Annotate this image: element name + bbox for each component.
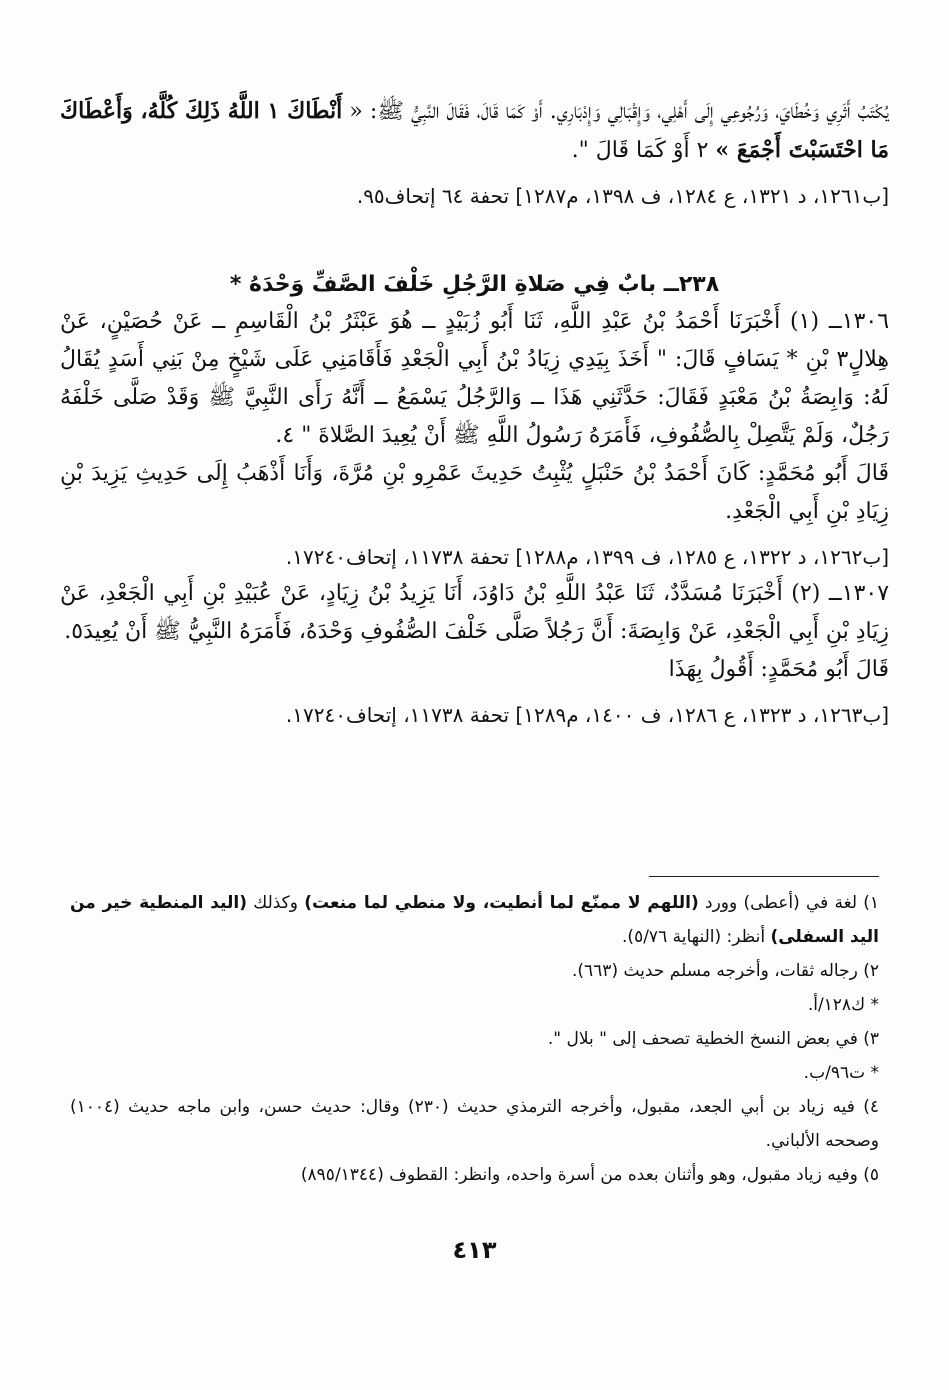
hadith-continuation (60, 92, 889, 170)
reference-line-1307: [ب١٢٦٣، د ١٣٢٣، ع ١٢٨٦، ف ١٤٠٠، م١٢٨٩] تحفة ١١٧٣٨، إتحاف١٧٢٤٠. (285, 703, 889, 727)
footnote-1-start: ١) لغة في (أعطى) وورد (705, 893, 880, 913)
continuation-line-2: ٢ أَوْ كَمَا قَالَ ". (571, 138, 709, 163)
continuation-bold-text: أَنْطَاكَ ١ اللَّهُ ذَلِكَ كُلَّهُ، وَأَعْطَاكَ مَا احْتَسَبْتَ أَجْمَعَ » (60, 98, 889, 163)
footnote-1-end: أنظر: (النهاية ٥/٧٦). (622, 927, 766, 947)
manuscript-note-2: * ت٩٦/ب. (803, 1063, 879, 1083)
footnote-4: ٤) فيه زياد بن أبي الجعد، مقبول، وأخرجه الترمذي حديث (٢٣٠) وقال: حديث حسن، وابن ماجه حديث (١٠٠٤) وصححه الألباني. (70, 1097, 880, 1151)
hadith-1306: ١٣٠٦ــ (١) أَخْبَرَنَا أَحْمَدُ بْنُ عَبْدِ اللَّهِ، ثَنَا أَبُو زُبَيْدٍ ــ هُوَ عَبْثَرُ بْنُ الْقَاسِمِ ــ عَنْ حُصَيْنٍ، عَنْ هِلالٍ٣ بْنِ * يَسَافٍ قَالَ: " أَخَذَ بِيَدِي زِيَادُ بْنُ أَبِي الْجَعْدِ فَأَقَامَنِي عَلَى شَيْخٍ مِنْ بَنِي أَسَدٍ يُقَالُ لَهُ: وَابِصَةُ بْنُ مَعْبَدٍ فَقَالَ: حَدَّثَنِي هَذَا ــ وَالرَّجُلُ يَسْمَعُ ــ أَنَّهُ رَأَى النَّبِيَّ ﷺ وَقَدْ صَلَّى خَلْفَهُ رَجُلٌ، وَلَمْ يَتَّصِلْ بِالصُّفُوفِ، فَأَمَرَهُ رَسُولُ اللَّهِ ﷺ أَنْ يُعِيدَ الصَّلاةَ " ٤. (60, 309, 890, 448)
footnote-5: ٥) وفيه زياد مقبول، وهو وأثنان بعده من أسرة واحده، وانظر: القطوف (٨٩٥/١٣٤٤) (300, 1165, 879, 1185)
reference-line-1306: [ب١٢٦٢، د ١٣٢٢، ع ١٢٨٥، ف ١٣٩٩، م١٢٨٨] تحفة ١١٧٣٨، إتحاف١٧٢٤٠. (285, 545, 889, 569)
main-text (60, 92, 889, 733)
hadith-1307-comment: قَالَ أَبُو مُحَمَّدٍ: أَقُولُ بِهَذَا (668, 657, 889, 682)
footnote-2: ٢) رجاله ثقات، وأخرجه مسلم حديث (٦٦٣). (572, 961, 879, 981)
hadith-1306-comment: قَالَ أَبُو مُحَمَّدٍ: كَانَ أَحْمَدُ بْنُ حَنْبَلٍ يُثْبِتُ حَدِيثَ عَمْرِو بْنِ مُرَّةَ، وَأَنَا أَذْهَبُ إِلَى حَدِيثِ يَزِيدَ بْنِ زِيَادِ بْنِ أَبِي الْجَعْدِ. (60, 461, 889, 524)
continuation-line-1: يُكْتَبُ أَثَرِي وَخُطَايَ، وَرُجُوعِي إِلَى أَهْلِي، وَإِقْبَالِي وَإِدْبَارِي. أَوْ كَمَا قَالَ، فَقَالَ النَّبِيُّ ﷺ: « (349, 99, 889, 124)
manuscript-note-1: * ك١٢٨/أ. (807, 995, 879, 1015)
chapter-heading: ٢٣٨ــ بابٌ فِي صَلاةِ الرَّجُلِ خَلْفَ الصَّفِّ وَحْدَهُ * (229, 272, 720, 297)
footnote-1-quote-2: (اليد المنطية خير من اليد السفلى) (70, 893, 879, 947)
footnote-3: ٣) في بعض النسخ الخطية تصحف إلى " بلال ". (547, 1029, 879, 1049)
footnotes (70, 886, 879, 1192)
footnote-1 (70, 886, 879, 954)
footnote-divider (649, 876, 879, 877)
page-number: ٤١٣ (452, 1236, 497, 1264)
footnote-1-quote: (اللهم لا ممنّع لما أنطيت، ولا منطي لما منعت) (304, 893, 699, 913)
reference-line-1305: [ب١٢٦١، د ١٣٢١، ع ١٢٨٤، ف ١٣٩٨، م١٢٨٧] تحفة ٦٤ إتحاف٩٥. (356, 184, 889, 208)
hadith-1307: ١٣٠٧ــ (٢) أَخْبَرَنَا مُسَدَّدٌ، ثَنَا عَبْدُ اللَّهِ بْنُ دَاوُدَ، أَنَا يَزِيدُ بْنُ زِيَادٍ، عَنْ عُبَيْدِ بْنِ أَبِي الْجَعْدِ، عَنْ زِيَادِ بْنِ أَبِي الْجَعْدِ، عَنْ وَابِصَةَ: أَنَّ رَجُلاً صَلَّى خَلْفَ الصُّفُوفِ وَحْدَهُ، فَأَمَرَهُ النَّبِيُّ ﷺ أَنْ يُعِيدَ٥. (60, 581, 890, 644)
footnote-1-mid: وكذلك (253, 893, 298, 913)
